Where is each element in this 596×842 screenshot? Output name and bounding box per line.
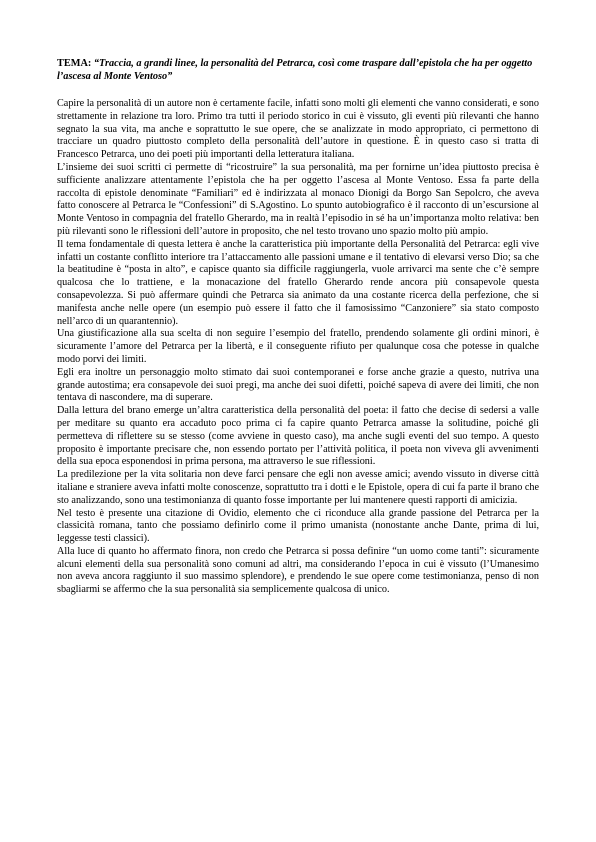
- paragraph-liberta: Una giustificazione alla sua scelta di non seguire l’esempio del fratello, prendendo solamente gli ordini minori, è sicuramente l’amore del Petrarca per la libertà, e il conseguente rifiuto per qualunque cosa che potesse in qualche modo porvi dei limiti.: [57, 328, 539, 365]
- paragraph-conflitto: Il tema fondamentale di questa lettera è anche la caratteristica più importante della Personalità del Petrarca: egli vive infatti un costante conflitto interiore tra l’attaccamento alle passioni umane e il tentativo di elevarsi verso Dio; sa che la beatitudine è “posta in alto”, e capisce quanto sia difficile raggiungerla, vuole arrivarci ma sente che c’è sempre qualcosa che lo trattiene, e la monacazione del fratello Gherardo rende ancora più consapevole questa consapevolezza. Si può affermare quindi che Petrarca sia animato da una costante ricerca della perfezione, che si manifesta anche nelle opere (un esempio può essere il fatto che il famosissimo “Canzoniere” sia stato composto nell’arco di un quarantennio).: [57, 238, 539, 327]
- title-label: TEMA:: [57, 58, 94, 69]
- paragraph-intro: Capire la personalità di un autore non è certamente facile, infatti sono molti gli elementi che vanno considerati, e sono strettamente in relazione tra loro. Primo tra tutti il periodo storico in cui è vissuto, gli eventi più rilevanti che hanno segnato la sua vita, ma anche e soprattutto le sue opere, che se analizzate in modo appropriato, ci permettono di tracciare un quadro piuttosto completo della personalità dell’autore in questione. È in questo caso si tratta di Francesco Petrarca, uno dei poeti più importanti della letteratura italiana.: [57, 98, 539, 161]
- paragraph-ovidio: Nel testo è presente una citazione di Ovidio, elemento che ci riconduce alla grande passione del Petrarca per la classicità romana, tanto che possiamo definirlo come il primo umanista (nonostante anche Dante, prima di lui, leggesse testi classici).: [57, 507, 539, 545]
- essay-title: [57, 57, 539, 83]
- paragraph-solitudine: Dalla lettura del brano emerge un’altra caratteristica della personalità del poeta: il fatto che decise di sedersi a valle per meditare su quanto era accaduto poco prima ci fa capire quanto Petrarca amasse la solitudine, poiché gli permetteva di riflettere su se stesso (come avviene in questo caso), ma anche sugli eventi del suo tempo. A questo proposito è importante precisare che, non essendo portato per l’attività politica, il poeta non viveva gli avvenimenti della sua epoca esponendosi in prima persona, ma attraverso le sue riflessioni.: [57, 405, 539, 468]
- paragraph-autostima: Egli era inoltre un personaggio molto stimato dai suoi contemporanei e forse anche grazie a questo, nutriva una grande autostima; era consapevole dei suoi pregi, ma anche dei suoi difetti, poiché sapeva di avere dei limiti, che non tentava di nascondere, ma di superare.: [57, 366, 539, 404]
- paragraph-amicizia: La predilezione per la vita solitaria non deve farci pensare che egli non avesse amici; avendo vissuto in diverse città italiane e straniere aveva infatti molte conoscenze, soprattutto tra i dotti e le Epistole, opera di cui fa parte il brano che sto analizzando, sono una testimonianza di quanto fosse importante per lui mantenere questi rapporti di amicizia.: [57, 469, 539, 506]
- document-page: [57, 57, 539, 597]
- paragraph-conclusione: Alla luce di quanto ho affermato finora, non credo che Petrarca si possa definire “un uomo come tanti”: sicuramente alcuni elementi della sua personalità sono comuni ad altri, ma considerando l’epoca in cui è vissuto (l’Umanesimo non aveva ancora raggiunto il suo massimo splendore), e prendendo le sue opere come testimonianza, penso di non sbagliarmi se affermo che la sua personalità sia semplicemente qualcosa di unico.: [57, 545, 539, 596]
- title-prompt: “Traccia, a grandi linee, la personalità del Petrarca, così come traspare dall’epistola che ha per oggetto l’ascesa al Monte Ventoso”: [57, 58, 533, 82]
- paragraph-epistola: L’insieme dei suoi scritti ci permette di “ricostruire” la sua personalità, ma per fornirne un’idea piuttosto precisa è sufficiente analizzare attentamente l’epistola che ha per oggetto l’ascesa al Monte Ventoso. Essa fa parte della raccolta di epistole denominate “Familiari” ed è indirizzata al monaco Dionigi da Borgo San Sepolcro, che aveva fatto conoscere al Petrarca le “Confessioni” di S.Agostino. Lo spunto autobiografico è il racconto di un’escursione al Monte Ventoso in compagnia del fratello Gherardo, ma in realtà l’episodio in sé ha un’importanza molto relativa: ben più rilevanti sono le riflessioni dell’autore in proposito, che nel testo trovano uno spazio molto più ampio.: [57, 161, 539, 237]
